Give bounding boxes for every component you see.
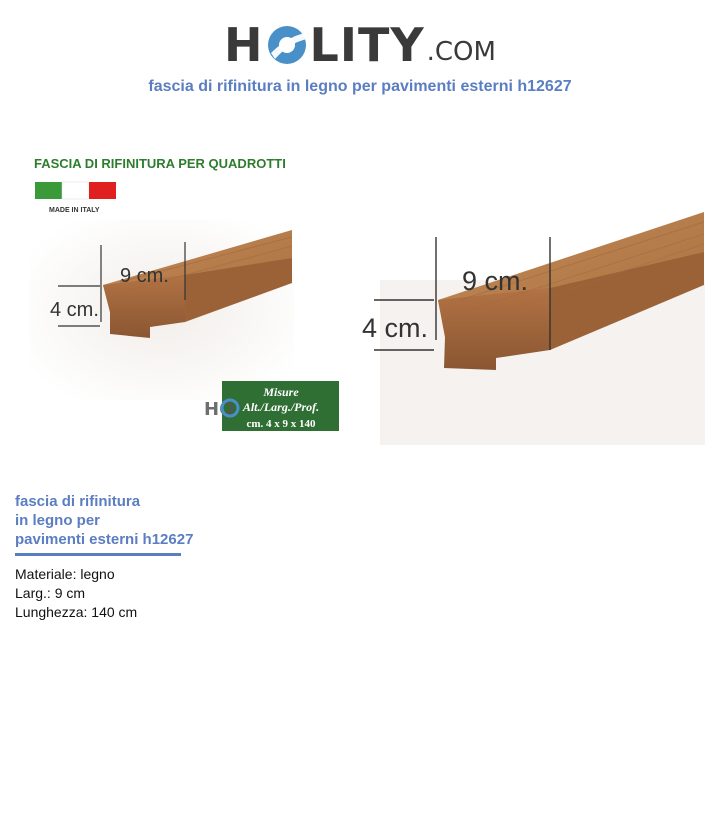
- spec-width: Larg.: 9 cm: [15, 585, 86, 601]
- logo-letters-lity: LITY: [309, 18, 425, 72]
- logo-wordmark: [224, 18, 425, 72]
- banner-text: FASCIA DI RIFINITURA PER QUADROTTI: [34, 156, 286, 171]
- title-underline: [15, 553, 181, 556]
- logo-watermark: HO: [204, 399, 235, 420]
- product-specs: [15, 565, 137, 622]
- left-height-label: 4 cm.: [50, 299, 99, 321]
- product-image[interactable]: [0, 140, 720, 450]
- product-title-line: pavimenti esterni h12627: [15, 531, 194, 548]
- italy-flag-icon: [35, 182, 116, 199]
- logo-letter-h: H: [224, 18, 264, 72]
- product-title-line: fascia di rifinitura: [15, 493, 141, 510]
- site-logo[interactable]: [0, 14, 720, 72]
- flag-caption: MADE IN ITALY: [49, 207, 100, 214]
- measure-box: [222, 381, 339, 431]
- left-width-label: 9 cm.: [120, 265, 169, 287]
- spec-material: Materiale: legno: [15, 566, 115, 582]
- page-title: fascia di rifinitura in legno per pavimenti esterni h12627: [148, 78, 572, 95]
- right-width-label: 9 cm.: [462, 266, 529, 296]
- measure-box-title: Misure: [263, 385, 299, 399]
- logo-o-icon: [265, 23, 309, 67]
- product-title: [15, 492, 245, 549]
- product-image-svg: [0, 140, 720, 450]
- measure-box-dims-value: cm. 4 x 9 x 140: [246, 418, 316, 430]
- logo-tld: .COM: [426, 37, 496, 67]
- spec-length: Lunghezza: 140 cm: [15, 604, 138, 620]
- right-height-label: 4 cm.: [362, 313, 429, 343]
- product-title-line: in legno per: [15, 512, 101, 529]
- measure-box-dims-label: Alt./Larg./Prof.: [242, 400, 320, 414]
